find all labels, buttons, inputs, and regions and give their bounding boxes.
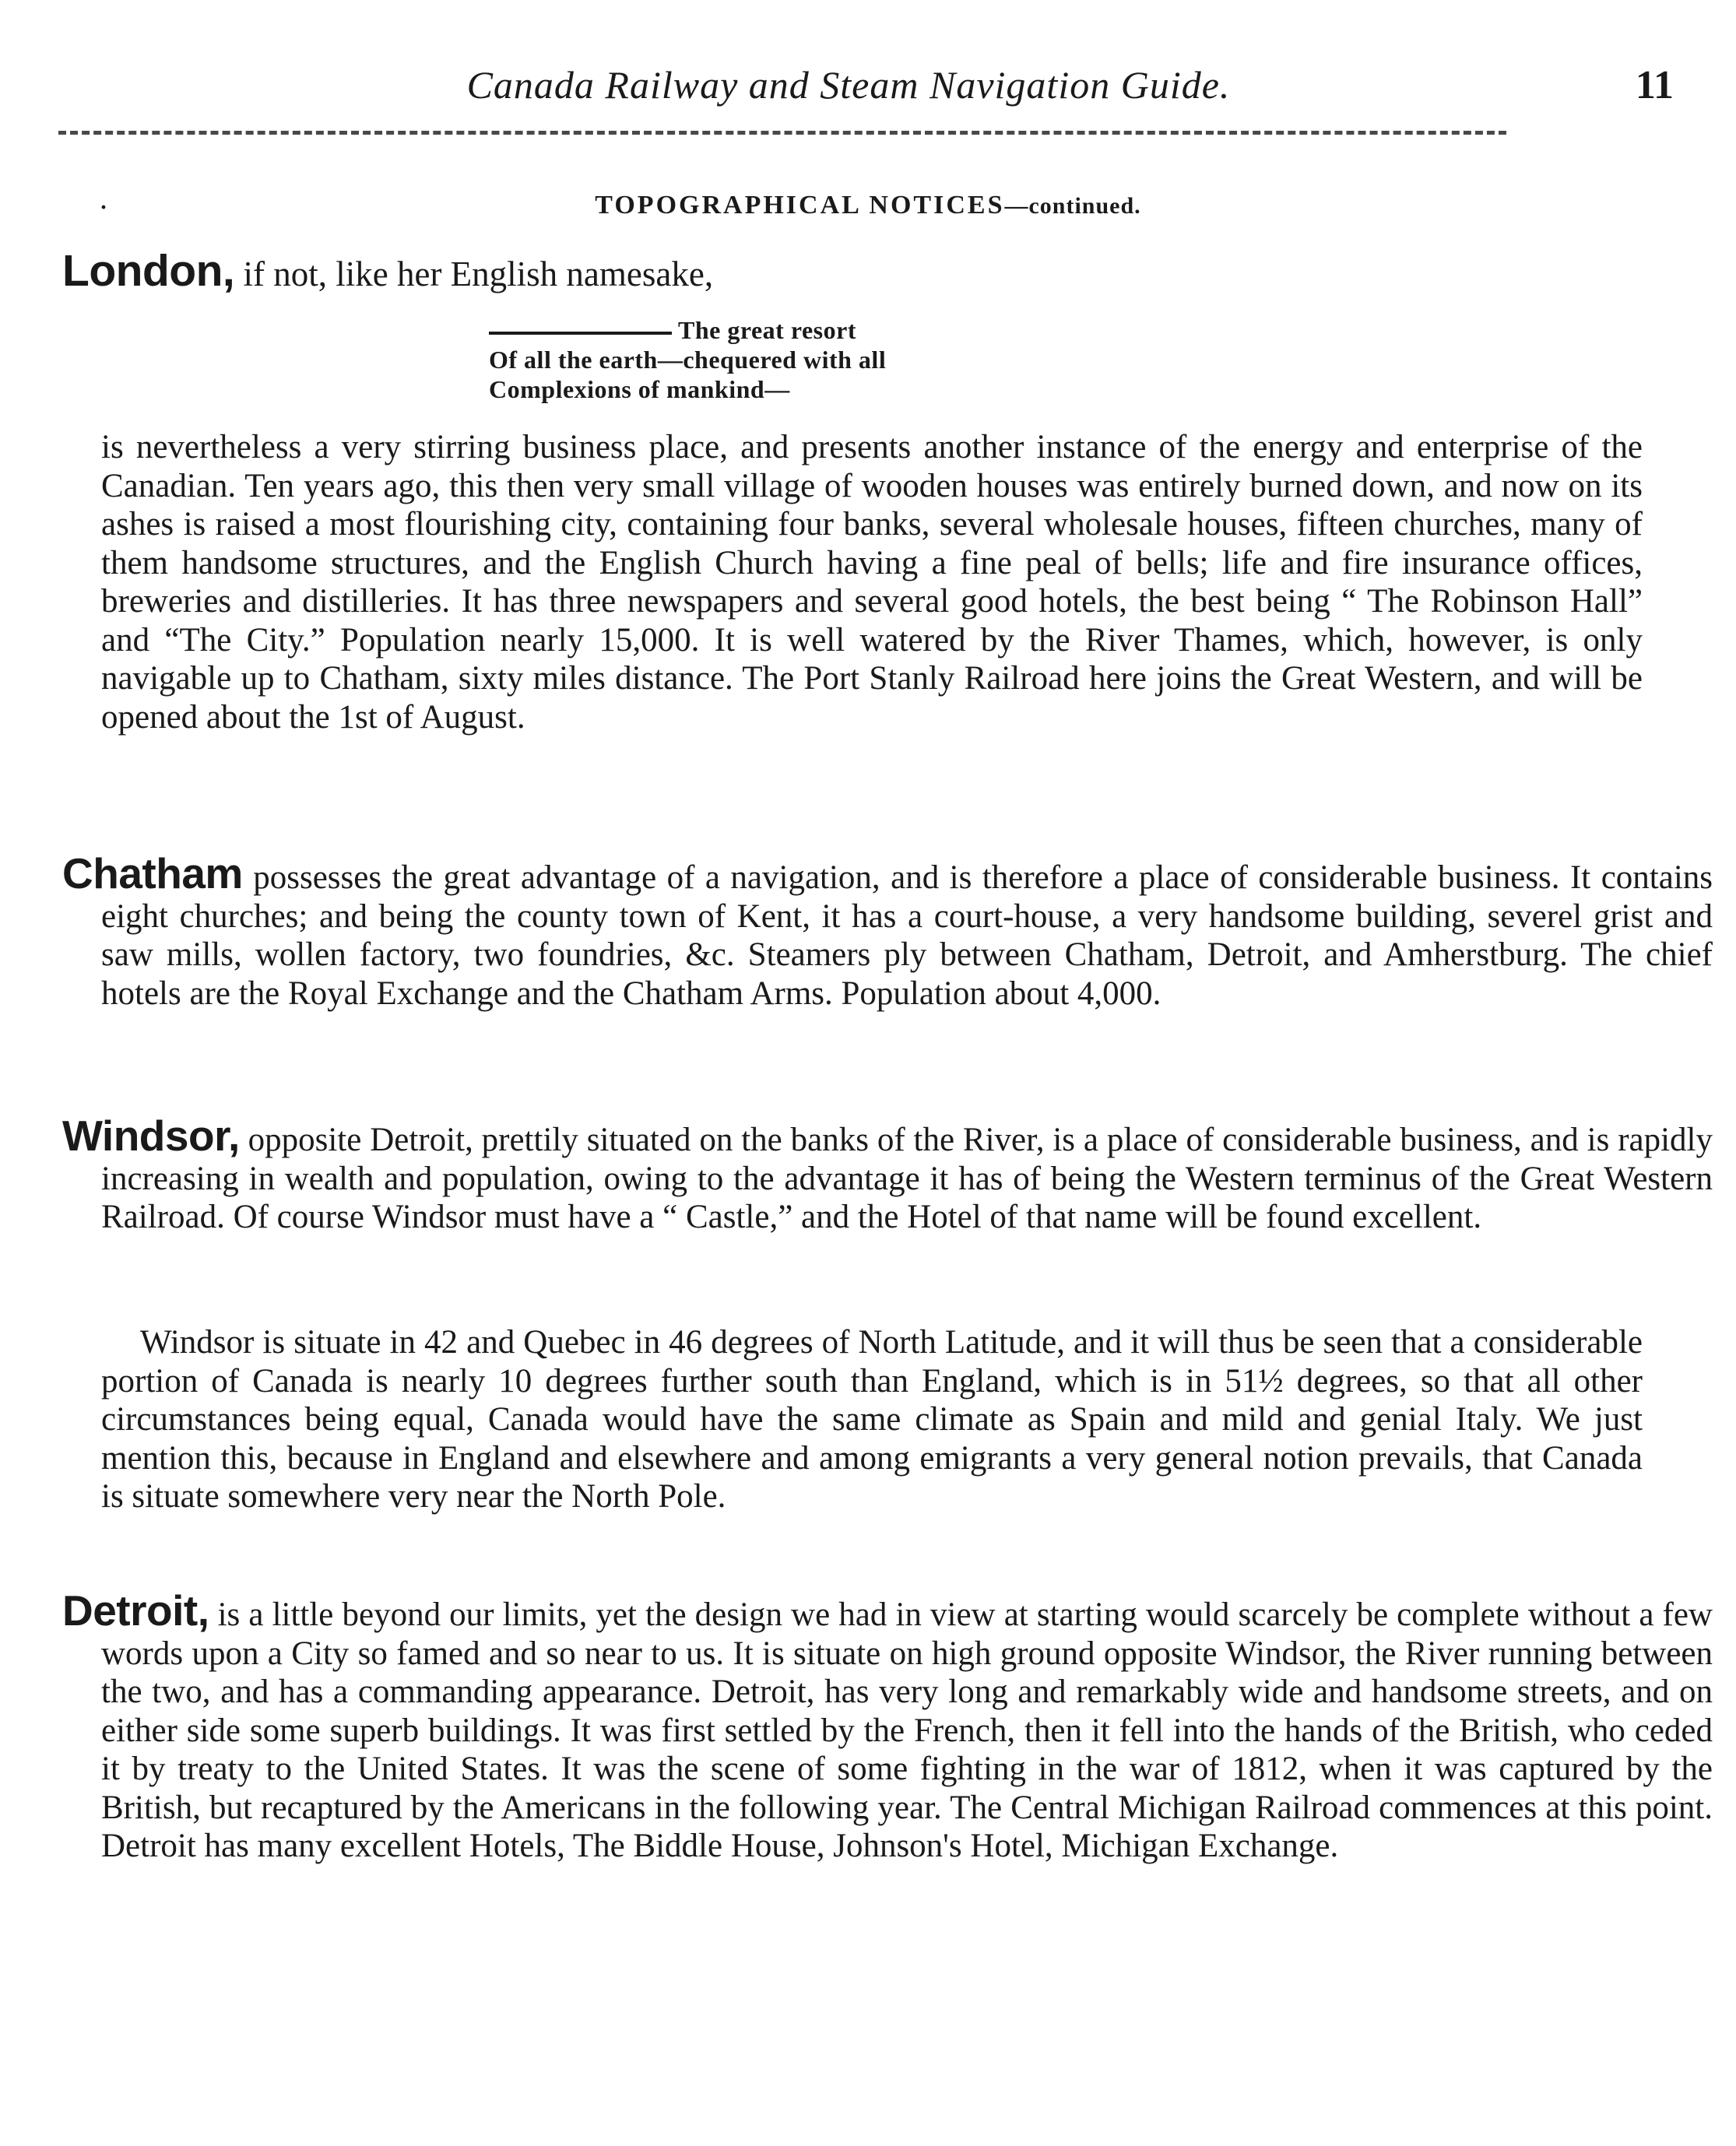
windsor-body2-text: Windsor is situate in 42 and Quebec in 46 degrees of North Latitude, and it will thus be seen that a considerable portion of Canada is nearly 10 degrees further south than England, which is in 51½ degrees, so that all other circumstances being equal, Canada would have the same climate as Spain and mild and genial Italy. We just mention this, because in England and elsewhere and among emigrants a very general notion prevails, that Canada is situate somewhere very near the North Pole.: [101, 1324, 1643, 1515]
windsor-paragraph: [62, 1112, 1713, 1237]
entry-windsor: [62, 1112, 1713, 1237]
chatham-paragraph: [62, 849, 1713, 1013]
detroit-body-text: is a little beyond our limits, yet the design we had in view at starting would scarcely be complete without a few words upon a City so famed and so near to us. It is situate on high ground opposite Windsor, the River running between the two, and has a commanding appearance. Detroit, has very long and remarkably wide and handsome streets, and on either side some superb buildings. It was first settled by the French, then it fell into the hands of the British, who ceded it by treaty to the United States. It was the scene of some fighting in the war of 1812, when it was captured by the British, but recaptured by the Americans in the following year. The Central Michigan Railroad commences at this point. Detroit has many excellent Hotels, The Biddle House, Johnson's Hotel, Michigan Exchange.: [101, 1596, 1713, 1864]
epigraph-line-1: The great resort: [489, 315, 1034, 345]
page-header: [62, 62, 1674, 117]
header-rule: [58, 131, 1506, 135]
entry-title-windsor: Windsor,: [62, 1112, 240, 1160]
windsor-body-text: opposite Detroit, prettily situated on the banks of the River, is a place of considerable business, and is rapidly increasing in wealth and population, owing to the advantage it has of being the Western terminus of the Great Western Railroad. Of course Windsor must have a “ Castle,” and the Hotel of that name will be found excellent.: [101, 1122, 1713, 1235]
section-heading: [62, 191, 1674, 220]
section-heading-text: TOPOGRAPHICAL NOTICES: [595, 191, 1005, 220]
running-title: Canada Railway and Steam Navigation Guide.: [466, 63, 1231, 107]
windsor-latitude-paragraph: [101, 1323, 1643, 1516]
epigraph-line-2: Of all the earth—chequered with all: [489, 346, 887, 374]
london-body: [101, 428, 1643, 736]
epigraph-dash: [489, 332, 672, 335]
margin-dot: ·: [100, 195, 108, 220]
london-intro: [62, 246, 1674, 296]
epigraph-line-3: Complexions of mankind—: [489, 375, 790, 403]
entry-title-chatham: Chatham: [62, 849, 243, 897]
epigraph: [489, 315, 1034, 404]
entry-london: [62, 246, 1674, 296]
entry-title-detroit: Detroit,: [62, 1586, 209, 1635]
section-heading-suffix: —continued.: [1004, 193, 1141, 219]
entry-detroit: [62, 1586, 1713, 1866]
london-body-text: is nevertheless a very stirring business place, and presents another instance of the energy and enterprise of the Canadian. Ten years ago, this then very small village of wooden houses was entirely burned down, and now on its ashes is raised a most flourishing city, containing four banks, several wholesale houses, fifteen churches, many of them handsome structures, and the English Church having a fine peal of bells; life and fire insurance offices, breweries and distilleries. It has three newspapers and several good hotels, the best being “ The Robinson Hall” and “The City.” Population nearly 15,000. It is well watered by the River Thames, which, however, is only navigable up to Chatham, sixty miles distance. The Port Stanly Railroad here joins the Great Western, and will be opened about the 1st of August.: [101, 429, 1643, 736]
page-number: 11: [1635, 63, 1674, 107]
entry-title-london: London,: [62, 246, 235, 296]
detroit-paragraph: [62, 1586, 1713, 1866]
london-intro-text: if not, like her English namesake,: [234, 255, 714, 293]
chatham-body-text: possesses the great advantage of a navigation, and is therefore a place of considerable business. It contains eight churches; and being the county town of Kent, it has a court-house, a very handsome building, severel grist and saw mills, wollen factory, two foundries, &c. Steamers ply between Chatham, Detroit, and Amherstburg. The chief hotels are the Royal Exchange and the Chatham Arms. Population about 4,000.: [101, 859, 1713, 1012]
entry-chatham: [62, 849, 1713, 1013]
